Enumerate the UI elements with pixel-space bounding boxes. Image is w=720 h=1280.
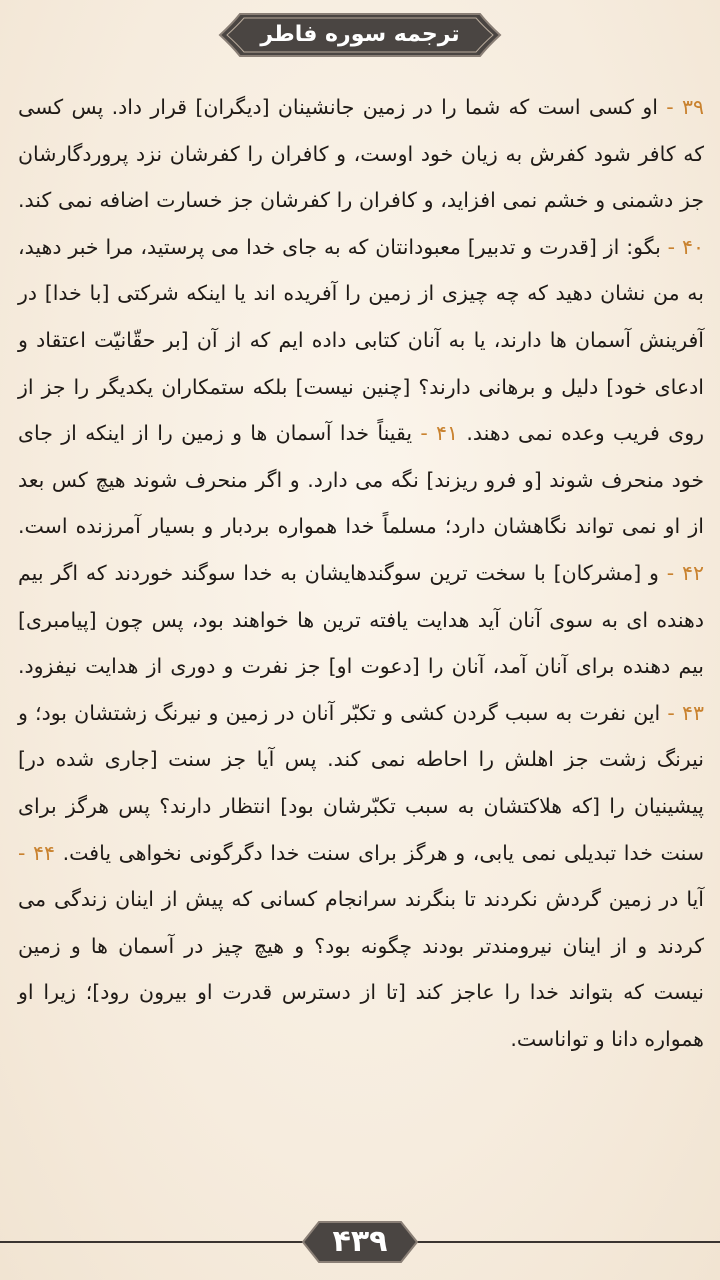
verse-text: یقیناً خدا آسمان ها و زمین را از اینکه از جای خود منحرف شوند [و فرو ریزند] نگه می دارد. و اگر منحرف شوند هیچ کس بعد از او نمی تواند نگاهشان دارد؛ مسلماً خدا همواره بردبار و بسیار آمرزنده است. — [18, 421, 704, 539]
verse-number: ۴۰ - — [667, 234, 704, 259]
page-number: ۴۳۹ — [332, 1224, 388, 1259]
verse-number: ۴۴ - — [18, 840, 56, 865]
verse-text: او کسی است که شما را در زمین جانشینان [دیگران] قرار داد. پس کسی که کافر شود کفرش به زیان خود اوست، و کافران را کفرشان نزد پروردگارشان جز دشمنی و خشم نمی افزاید، و کافران را کفرشان جز خسارت اضافه نمی کند. — [18, 95, 704, 213]
page-number-badge — [301, 1220, 419, 1264]
page-footer — [0, 1220, 720, 1264]
verse-number: ۴۳ - — [667, 700, 704, 725]
translation-text — [18, 84, 704, 1062]
verse-text: بگو: از [قدرت و تدبیر] معبودانتان که به جای خدا می پرستید، مرا خبر دهید، به من نشان دهید که چه چیزی از زمین را آفریده اند یا اینکه شرکتی [با خدا] در آفرینش آسمان ها دارند، یا به آنان کتابی داده ایم که از آن [بر حقّانیّت اعتقاد و ادعای خود] دلیل و برهانی دارند؟ [چنین نیست] بلکه ستمکاران یکدیگر را جز از روی فریب وعده نمی دهند. — [18, 234, 704, 446]
title-banner — [218, 12, 502, 58]
page-title: ترجمه سوره فاطر — [260, 22, 460, 47]
verse-text: این نفرت به سبب گردن کشی و تکبّر آنان در زمین و نیرنگ زشتشان بود؛ و نیرنگ زشت جز اهلش را احاطه نمی کند. پس آیا جز سنت [جاری شده در] پیشینیان را [که هلاکتشان به سبب تکبّرشان بود] انتظار دارند؟ پس هرگز برای سنت خدا تبدیلی نمی یابی، و هرگز برای سنت خدا دگرگونی نخواهی یافت. — [18, 700, 704, 865]
verse-number: ۳۹ - — [666, 95, 704, 119]
verse-number: ۴۲ - — [666, 560, 704, 585]
verse-text: آیا در زمین گردش نکردند تا بنگرند سرانجام کسانی که پیش از اینان زندگی می کردند و از اینان نیرومندتر بودند چگونه بود؟ و هیچ چیز در آسمان ها و زمین نیست که بتواند خدا را عاجز کند [تا از دسترس قدرت او بیرون رود]؛ زیرا او همواره دانا و تواناست. — [18, 887, 704, 1051]
verse-text: و [مشرکان] با سخت ترین سوگندهایشان به خدا سوگند خوردند که اگر بیم دهنده ای به سوی آنان آید هدایت یافته ترین ها خواهند بود، پس چون [پیامبری] بیم دهنده برای آنان آمد، آنان را [دعوت او] جز نفرت و دوری از هدایت نیفزود. — [18, 560, 704, 679]
verse-number: ۴۱ - — [420, 421, 459, 446]
